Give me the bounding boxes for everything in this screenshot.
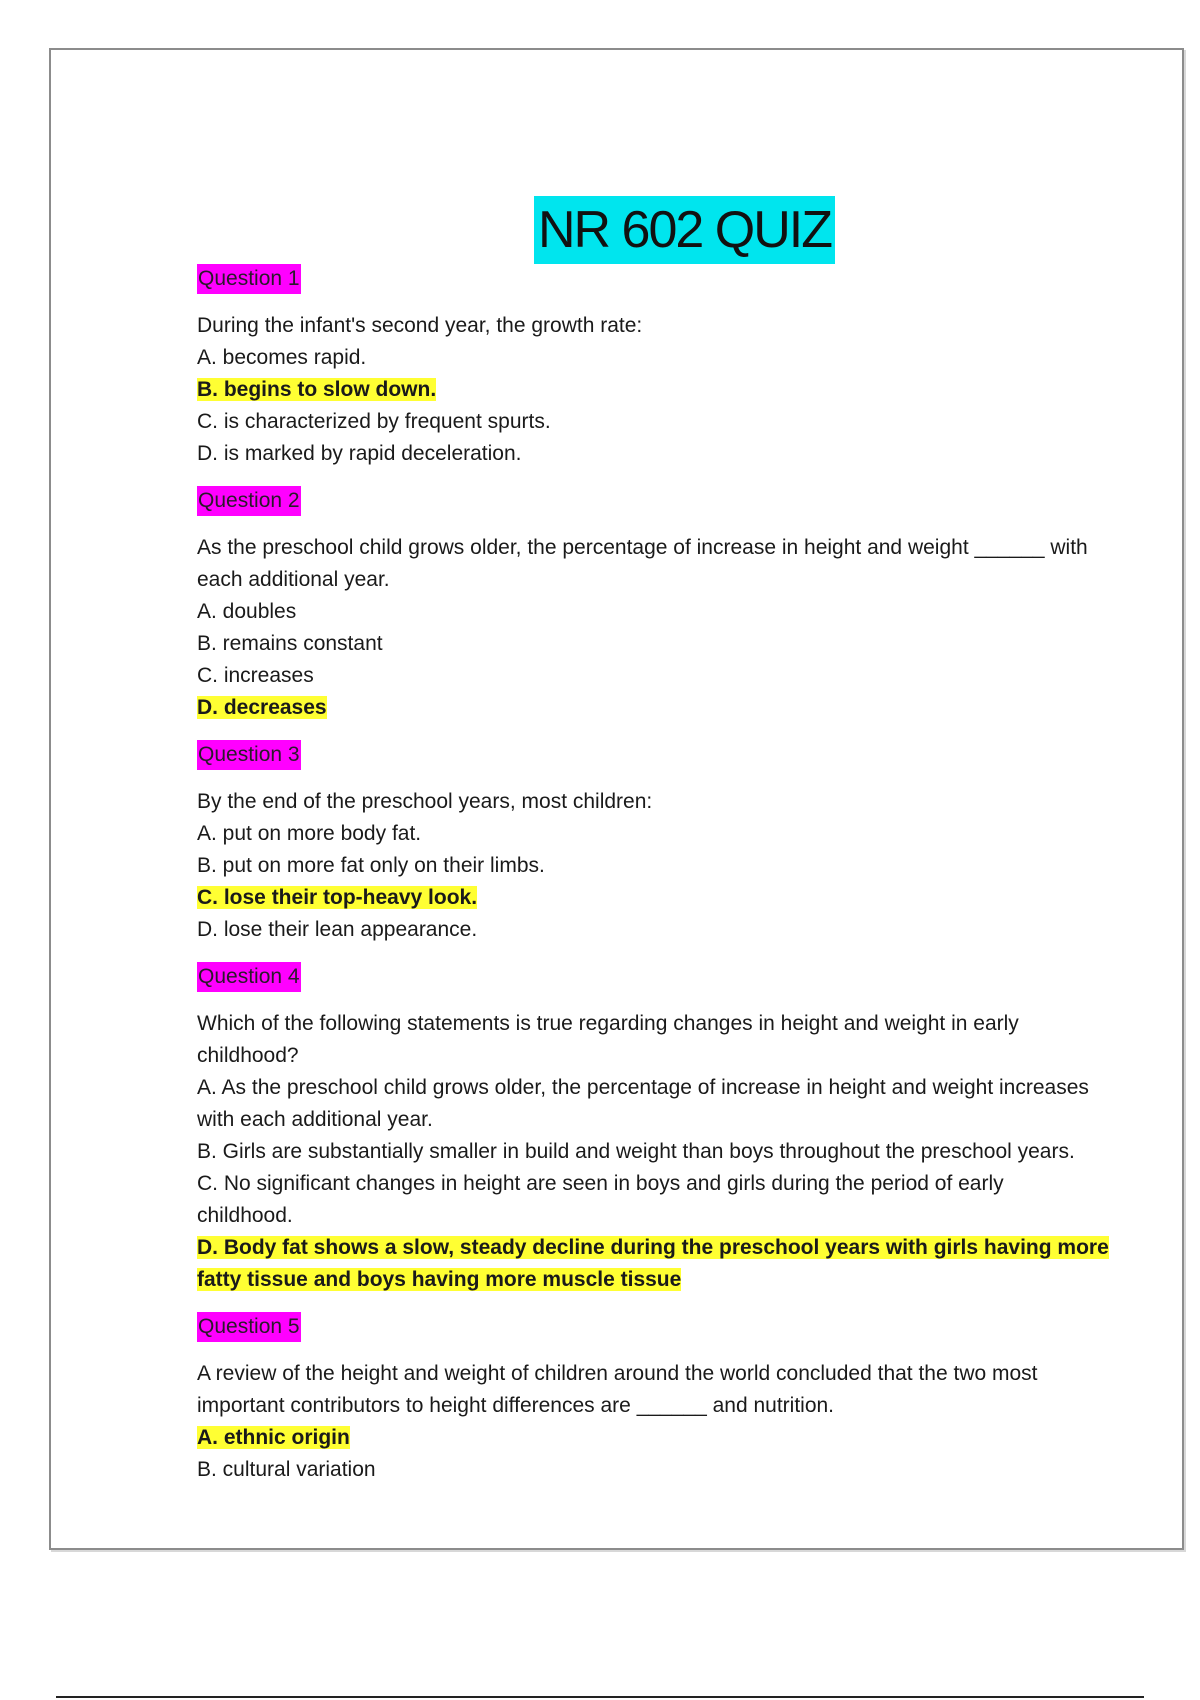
option-text: with each additional year. (197, 1108, 433, 1131)
correct-answer-option (197, 374, 1157, 406)
question-block-5 (197, 1312, 1157, 1486)
question-stem-line: important contributors to height differences are ______ and nutrition. (197, 1394, 835, 1417)
option-text: A. doubles (197, 600, 297, 623)
option-text: B. remains constant (197, 632, 383, 655)
answer-option (197, 850, 1157, 882)
option-text: B. begins to slow down. (197, 378, 437, 401)
question-label: Question 4 (197, 962, 301, 992)
correct-answer-option (197, 1264, 1157, 1296)
quiz-content (197, 264, 1157, 1502)
question-stem (197, 786, 1157, 946)
question-label: Question 2 (197, 486, 301, 516)
answer-option (197, 342, 1157, 374)
correct-answer-option (197, 1232, 1157, 1264)
document-title: NR 602 QUIZ (534, 196, 835, 264)
option-text: B. put on more fat only on their limbs. (197, 854, 545, 877)
answer-option (197, 1136, 1157, 1168)
question-block-2 (197, 486, 1157, 724)
question-stem-line: By the end of the preschool years, most children: (197, 790, 653, 813)
title-area (51, 196, 1182, 264)
option-text: A. ethnic origin (197, 1426, 350, 1449)
option-text: D. is marked by rapid deceleration. (197, 442, 522, 465)
question-stem (197, 532, 1157, 724)
answer-option (197, 914, 1157, 946)
answer-option (197, 660, 1157, 692)
question-stem (197, 1358, 1157, 1486)
answer-option (197, 1072, 1157, 1104)
correct-answer-option (197, 1422, 1157, 1454)
document-page (49, 48, 1184, 1550)
option-text: C. No significant changes in height are seen in boys and girls during the period of early (197, 1172, 1004, 1195)
option-text: D. lose their lean appearance. (197, 918, 478, 941)
answer-option (197, 1454, 1157, 1486)
question-stem-line: Which of the following statements is true regarding changes in height and weight in early (197, 1012, 1019, 1035)
option-text: D. Body fat shows a slow, steady decline during the preschool years with girls having more (197, 1236, 1109, 1259)
correct-answer-option (197, 882, 1157, 914)
question-stem-line: childhood? (197, 1044, 299, 1067)
answer-option (197, 1168, 1157, 1200)
answer-option (197, 596, 1157, 628)
question-block-1 (197, 264, 1157, 470)
option-text: C. lose their top-heavy look. (197, 886, 478, 909)
option-text: A. As the preschool child grows older, the percentage of increase in height and weight increases (197, 1076, 1089, 1099)
option-text: B. Girls are substantially smaller in build and weight than boys throughout the preschool years. (197, 1140, 1075, 1163)
option-text: A. becomes rapid. (197, 346, 367, 369)
answer-option (197, 628, 1157, 660)
question-label: Question 5 (197, 1312, 301, 1342)
question-block-3 (197, 740, 1157, 946)
option-text: A. put on more body fat. (197, 822, 422, 845)
answer-option (197, 818, 1157, 850)
question-stem-line: each additional year. (197, 568, 390, 591)
question-stem (197, 1008, 1157, 1296)
footer-divider (56, 1696, 1144, 1698)
answer-option (197, 406, 1157, 438)
option-text: childhood. (197, 1204, 293, 1227)
option-text: D. decreases (197, 696, 327, 719)
question-label: Question 1 (197, 264, 301, 294)
option-text: B. cultural variation (197, 1458, 376, 1481)
question-stem (197, 310, 1157, 470)
answer-option (197, 438, 1157, 470)
question-label: Question 3 (197, 740, 301, 770)
correct-answer-option (197, 692, 1157, 724)
question-block-4 (197, 962, 1157, 1296)
answer-option (197, 1104, 1157, 1136)
question-stem-line: As the preschool child grows older, the percentage of increase in height and weight ______ with (197, 536, 1088, 559)
option-text: C. is characterized by frequent spurts. (197, 410, 551, 433)
answer-option (197, 1200, 1157, 1232)
question-stem-line: During the infant's second year, the growth rate: (197, 314, 643, 337)
question-stem-line: A review of the height and weight of children around the world concluded that the two most (197, 1362, 1038, 1385)
option-text: C. increases (197, 664, 314, 687)
option-text: fatty tissue and boys having more muscle tissue (197, 1268, 682, 1291)
